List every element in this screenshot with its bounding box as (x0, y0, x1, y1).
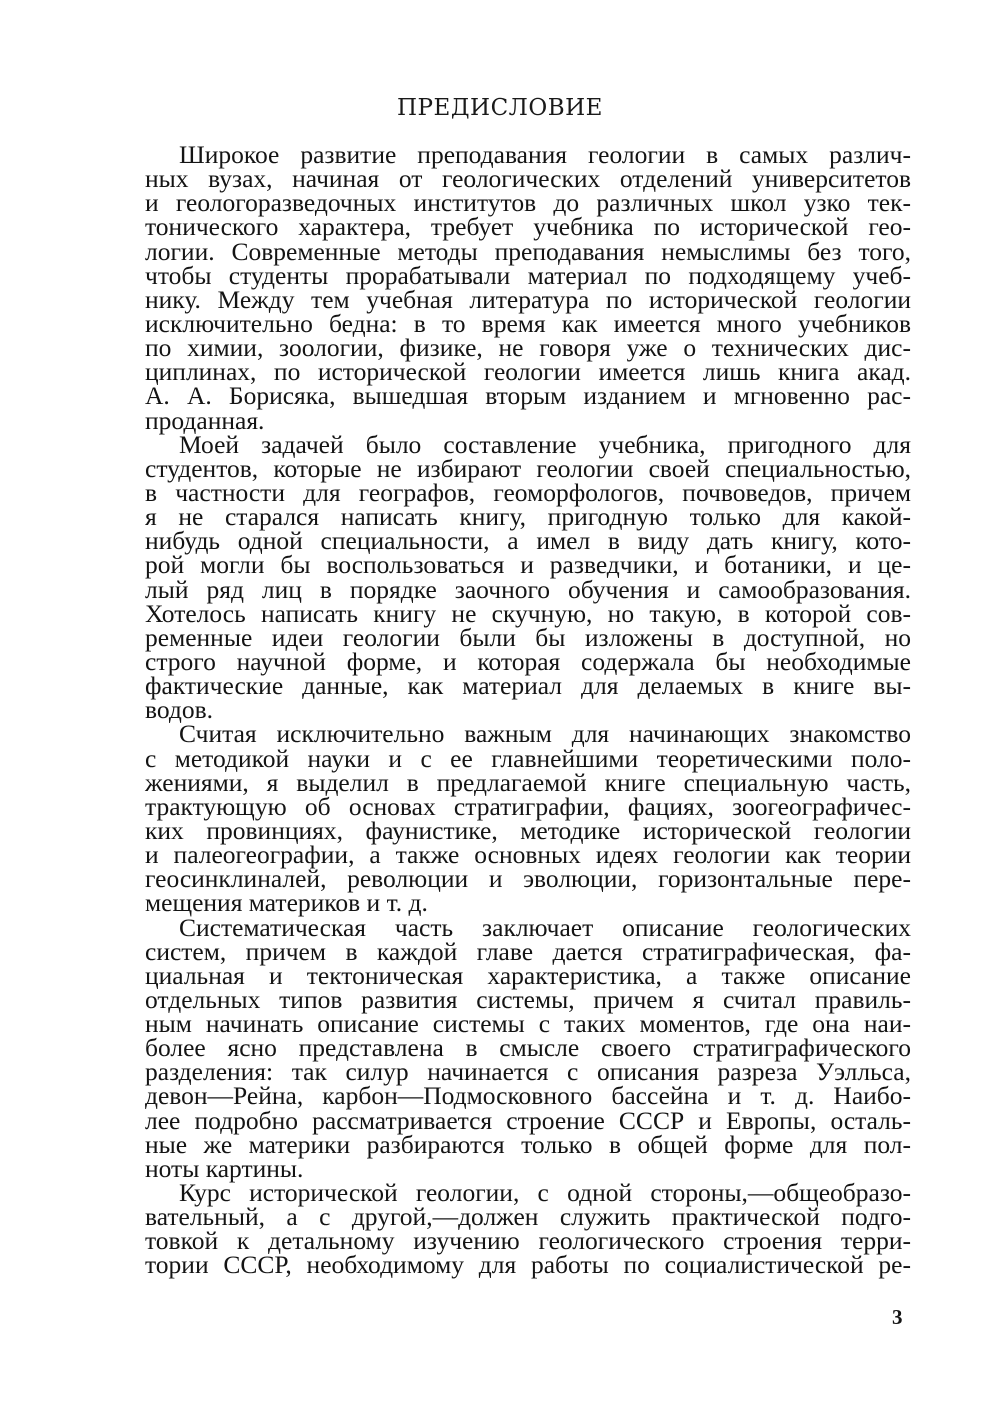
text-line: Систематическая часть заключает описание геологических (179, 912, 911, 942)
text-line: рой могли бы воспользоваться и разведчики, и ботаники, и це- (145, 550, 911, 580)
text-line: циплинах, по исторической геологии имеется лишь книга акад. (145, 357, 911, 387)
text-line: мещения материков и т. д. (145, 888, 428, 918)
text-line: жениями, я выделил в предлагаемой книге специальную часть, (145, 767, 911, 797)
text-line: ременные идеи геологии были бы изложены в доступной, но (145, 622, 911, 652)
text-line: отдельных типов развития системы, причем я считал правиль- (145, 984, 911, 1014)
text-line: по химии, зоологии, физике, не говоря уже о технических дис- (145, 333, 911, 363)
text-line: водов. (145, 695, 214, 725)
text-line: Считая исключительно важным для начинающих знакомство (179, 719, 911, 749)
text-line: исключительно бедна: в то время как имеется много учебников (145, 308, 911, 338)
body-text (145, 140, 911, 1280)
text-line: более ясно представлена в смысле своего стратиграфического (145, 1033, 911, 1063)
text-line: тонического характера, требует учебника по исторической гео- (145, 212, 911, 242)
text-line: Широкое развитие преподавания геологии в самых различ- (179, 140, 911, 169)
text-line: чтобы студенты прорабатывали материал по подходящему учеб- (145, 260, 911, 290)
text-line: тории СССР, необходимому для работы по социалистической ре- (145, 1250, 911, 1280)
page-number: 3 (892, 1305, 903, 1329)
paragraph (145, 429, 911, 725)
text-line: систем, причем в каждой главе дается стратиграфическая, фа- (145, 936, 911, 966)
text-line: разделения: так силур начинается с описания разреза Уэлльса, (145, 1057, 911, 1087)
text-line: трактующую об основах стратиграфии, фациях, зоогеографичес- (145, 791, 911, 821)
text-line: ких провинциях, фаунистике, методике исторической геологии (145, 815, 911, 845)
text-line: я не старался написать книгу, пригодную только для какой- (145, 502, 911, 532)
page-title: ПРЕДИСЛОВИЕ (397, 95, 603, 121)
text-line: лее подробно рассматривается строение СССР и Европы, осталь- (145, 1105, 911, 1135)
text-line: девон—Рейна, карбон—Подмосковного бассейна и т. д. Наибо- (145, 1081, 911, 1111)
text-line: лый ряд лиц в порядке заочного обучения и самообразования. (145, 574, 911, 604)
text-line: нику. Между тем учебная литература по исторической геологии (145, 284, 911, 314)
text-line: ноты картины. (145, 1153, 304, 1183)
text-line: студентов, которые не избирают геологии своей специальностью, (145, 453, 911, 483)
paragraph (145, 1178, 911, 1280)
text-line: Хотелось написать книгу не скучную, но такую, в которой сов- (145, 598, 911, 628)
text-line: и геологоразведочных институтов до различных школ узко тек- (145, 188, 911, 218)
text-line: ным начинать описание системы с таких моментов, где она наи- (145, 1009, 911, 1039)
text-line: и палеогеографии, а также основных идеях геологии как теории (145, 840, 911, 870)
text-line: в частности для географов, геоморфологов, почвоведов, причем (145, 477, 911, 507)
text-line: строго научной форме, и которая содержала бы необходимые (145, 646, 911, 676)
text-line: товкой к детальному изучению геологического строения терри- (145, 1226, 911, 1256)
paragraph (145, 140, 911, 435)
text-line: ные же материки разбираются только в общей форме для пол- (145, 1129, 911, 1159)
text-line: логии. Современные методы преподавания немыслимы без того, (145, 236, 911, 266)
text-line: циальная и тектоническая характеристика, а также описание (145, 960, 911, 990)
text-line: геосинклиналей, революции и эволюции, горизонтальные пере- (145, 864, 911, 894)
text-line: проданная. (145, 405, 265, 435)
text-line: вательный, а с другой,—должен служить практической подго- (145, 1202, 911, 1232)
text-line: нибудь одной специальности, а имел в виду дать книгу, кото- (145, 526, 911, 556)
text-line: Моей задачей было составление учебника, пригодного для (179, 429, 911, 459)
paragraph (145, 912, 911, 1183)
text-line: с методикой науки и с ее главнейшими теоретическими поло- (145, 743, 911, 773)
text-line: ных вузах, начиная от геологических отделений университетов (145, 164, 911, 194)
text-line: Курс исторической геологии, с одной стороны,—общеобразо- (179, 1178, 911, 1208)
paragraph (145, 719, 911, 918)
text-line: фактические данные, как материал для делаемых в книге вы- (145, 671, 911, 701)
text-line: А. А. Борисяка, вышедшая вторым изданием и мгновенно рас- (145, 381, 911, 411)
